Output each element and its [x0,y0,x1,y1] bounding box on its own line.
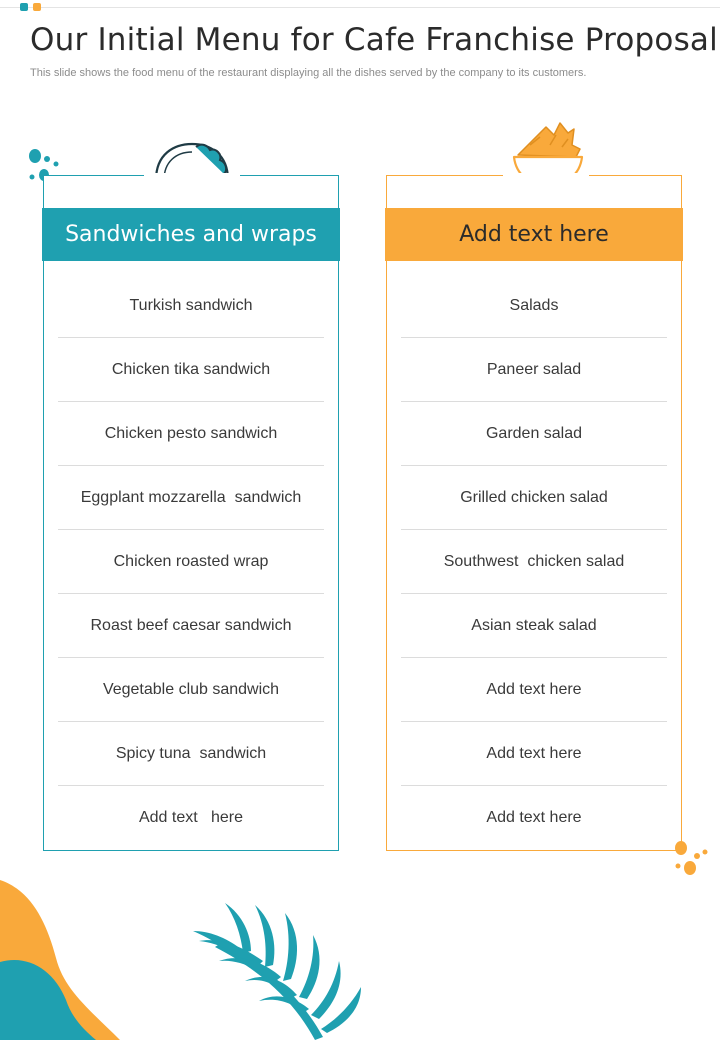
menu-item: Eggplant mozzarella sandwich [58,466,324,530]
menu-item: Asian steak salad [401,594,667,658]
orange-square-decoration [33,3,41,11]
top-divider [0,7,720,8]
menu-item: Spicy tuna sandwich [58,722,324,786]
orange-dots-decoration [670,838,710,878]
menu-item: Southwest chicken salad [401,530,667,594]
menu-item: Turkish sandwich [58,274,324,338]
menu-item: Add text here [401,722,667,786]
page-subtitle: This slide shows the food menu of the restaurant displaying all the dishes served by the company to its customers. [30,67,587,79]
palm-leaf-decoration [185,895,415,1040]
menu-card-sandwiches [43,175,339,851]
menu-item: Paneer salad [401,338,667,402]
menu-item: Roast beef caesar sandwich [58,594,324,658]
menu-item-list [58,274,324,850]
icon-notch [144,173,240,179]
menu-item: Vegetable club sandwich [58,658,324,722]
icon-notch [503,173,589,179]
menu-item: Salads [401,274,667,338]
teal-square-decoration [20,3,28,11]
menu-item: Chicken roasted wrap [58,530,324,594]
menu-item: Chicken pesto sandwich [58,402,324,466]
menu-card-heading: Sandwiches and wraps [42,208,340,261]
wave-decoration [0,870,140,1040]
page-title: Our Initial Menu for Cafe Franchise Proposal [30,22,718,58]
menu-item: Add text here [486,809,582,826]
menu-item: Add text here [401,658,667,722]
menu-item: Garden salad [401,402,667,466]
menu-item: Chicken tika sandwich [58,338,324,402]
menu-item: Add text here [138,809,244,826]
menu-item: Grilled chicken salad [401,466,667,530]
menu-item-list [401,274,667,850]
menu-card-heading: Add text here [385,208,683,261]
menu-card-salads [386,175,682,851]
